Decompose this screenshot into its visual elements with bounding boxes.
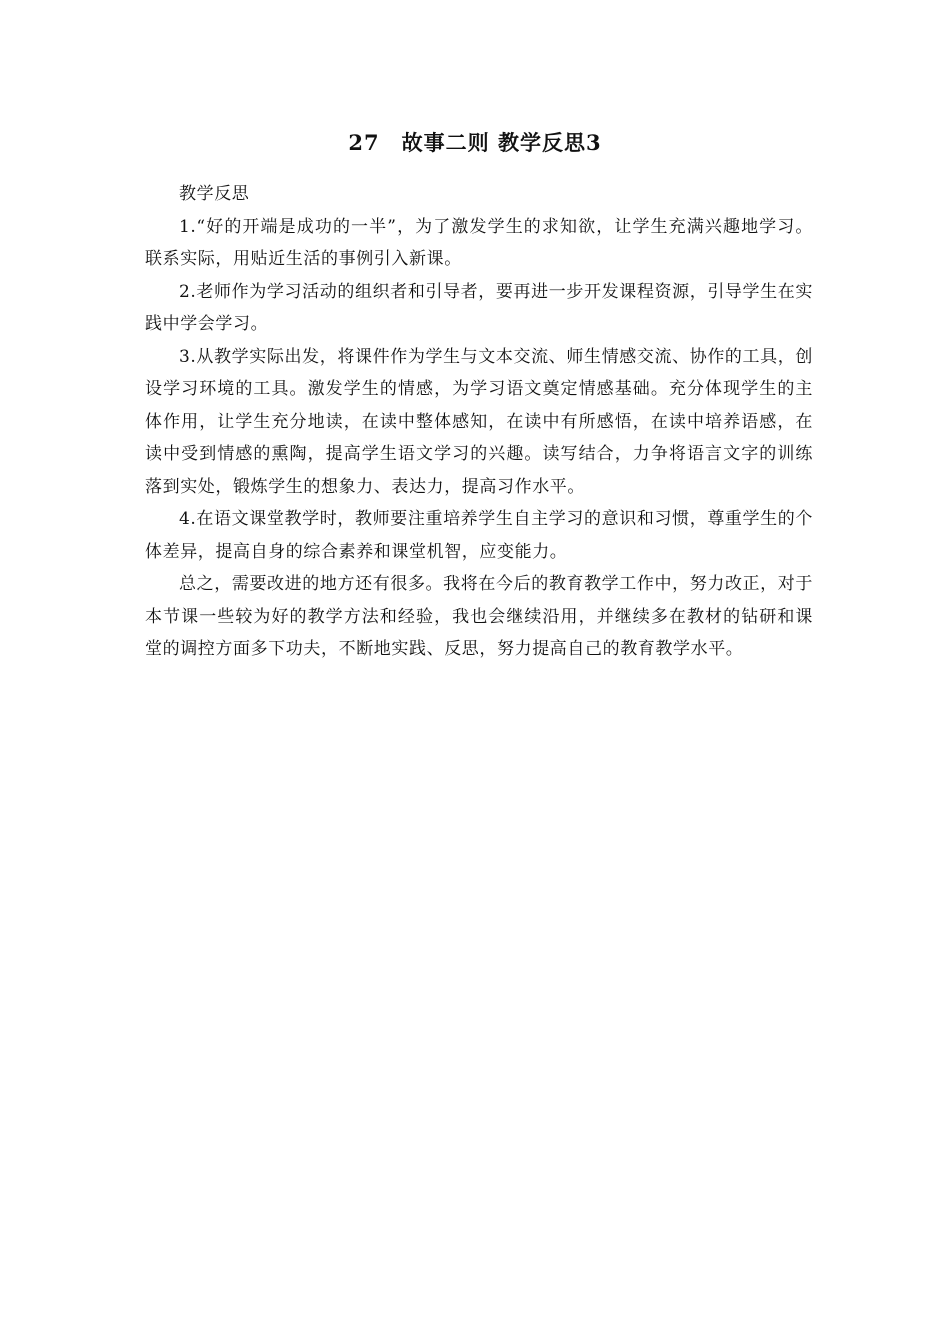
paragraph-1: 1.“好的开端是成功的一半”，为了激发学生的求知欲，让学生充满兴趣地学习。联系实际，用贴近生活的事例引入新课。 [145,216,813,269]
document-title: 27 故事二则 教学反思3 [348,130,602,155]
paragraph-summary: 总之，需要改进的地方还有很多。我将在今后的教育教学工作中，努力改正，对于本节课一些较为好的教学方法和经验，我也会继续沿用，并继续多在教材的钻研和课堂的调控方面多下功夫，不断地实践、反思，努力提高自己的教育教学水平。 [145,574,813,659]
section-heading: 教学反思 [179,184,250,204]
paragraph-3: 3.从教学实际出发，将课件作为学生与文本交流、师生情感交流、协作的工具，创设学习环境的工具。激发学生的情感，为学习语文奠定情感基础。充分体现学生的主体作用，让学生充分地读，在读中整体感知，在读中有所感悟，在读中培养语感，在读中受到情感的熏陶，提高学生语文学习的兴趣。读写结合，力争将语言文字的训练落到实处，锻炼学生的想象力、表达力，提高习作水平。 [145,346,813,497]
document-body [145,178,813,666]
paragraph-2: 2.老师作为学习活动的组织者和引导者，要再进一步开发课程资源，引导学生在实践中学会学习。 [145,281,813,334]
paragraph-4: 4.在语文课堂教学时，教师要注重培养学生自主学习的意识和习惯，尊重学生的个体差异，提高自身的综合素养和课堂机智，应变能力。 [145,509,813,562]
